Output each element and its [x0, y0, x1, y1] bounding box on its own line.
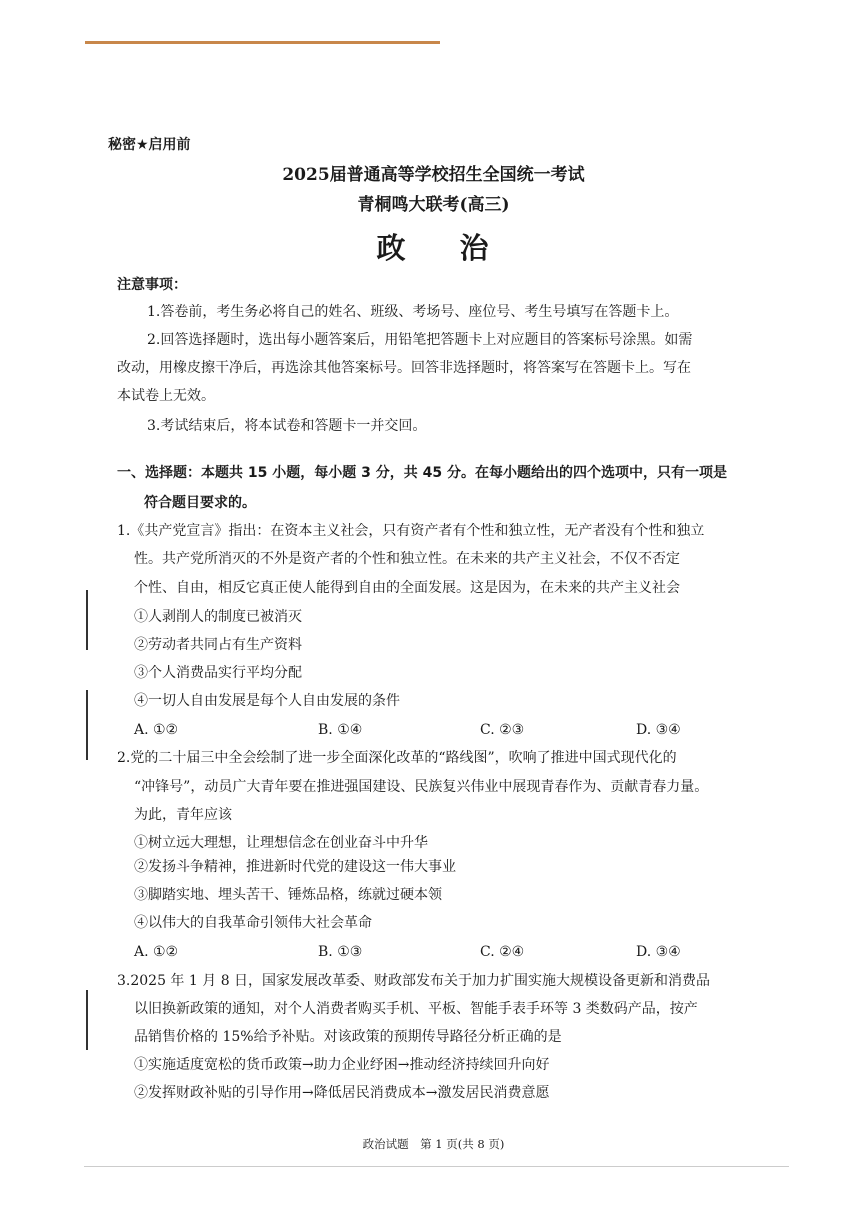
notice-item-1: 1.答卷前，考生务必将自己的姓名、班级、考场号、座位号、考生号填写在答题卡上。 [147, 304, 679, 320]
secret-label: 秘密★启用前 [108, 137, 191, 153]
question-2-option-c: C. ②④ [480, 944, 525, 960]
question-1-option-b: B. ①④ [318, 722, 363, 738]
binding-margin-mark [86, 690, 88, 760]
page-footer: 政治试题 第 1 页(共 8 页) [362, 1137, 505, 1151]
question-1-statement: ④一切人自由发展是每个人自由发展的条件 [134, 693, 400, 709]
section-heading: 一、选择题：本题共 15 小题，每小题 3 分，共 45 分。在每小题给出的四个选项中，只有一项是 [117, 465, 727, 481]
question-2-stem: “冲锋号”，动员广大青年要在推进强国建设、民族复兴伟业中展现青春作为、贡献青春力量。 [134, 779, 709, 795]
question-2-stem: 2.党的二十届三中全会绘制了进一步全面深化改革的“路线图”，吹响了推进中国式现代化的 [117, 750, 677, 766]
question-1-option-c: C. ②③ [480, 722, 525, 738]
binding-margin-mark [86, 990, 88, 1050]
question-2-statement: ③脚踏实地、埋头苦干、锤炼品格，练就过硬本领 [134, 887, 442, 903]
question-3-stem: 以旧换新政策的通知，对个人消费者购买手机、平板、智能手表手环等 3 类数码产品，按产 [134, 1001, 698, 1017]
question-2-stem: 为此，青年应该 [134, 807, 232, 823]
question-1-statement: ②劳动者共同占有生产资料 [134, 637, 302, 653]
top-binding-strip [85, 41, 440, 44]
question-1-stem: 1.《共产党宣言》指出：在资本主义社会，只有资产者有个性和独立性，无产者没有个性和独立 [117, 523, 705, 539]
page-bottom-rule [84, 1166, 789, 1167]
binding-margin-mark [86, 590, 88, 650]
exam-subtitle: 青桐鸣大联考(高三) [357, 195, 510, 215]
question-2-statement: ①树立远大理想，让理想信念在创业奋斗中升华 [134, 835, 428, 851]
notice-item-2: 2.回答选择题时，选出每小题答案后，用铅笔把答题卡上对应题目的答案标号涂黑。如需 [147, 332, 693, 348]
question-1-stem: 个性、自由，相反它真正使人能得到自由的全面发展。这是因为，在未来的共产主义社会 [134, 580, 680, 596]
question-2-option-d: D. ③④ [636, 944, 681, 960]
question-1-option-a: A. ①② [134, 722, 179, 738]
exam-title: 2025届普通高等学校招生全国统一考试 [282, 165, 585, 185]
question-2-statement: ②发扬斗争精神，推进新时代党的建设这一伟大事业 [134, 859, 456, 875]
question-1-statement: ③个人消费品实行平均分配 [134, 665, 302, 681]
question-2-statement: ④以伟大的自我革命引领伟大社会革命 [134, 915, 372, 931]
question-3-statement: ②发挥财政补贴的引导作用→降低居民消费成本→激发居民消费意愿 [134, 1085, 550, 1101]
question-2-option-b: B. ①③ [318, 944, 363, 960]
question-3-stem: 3.2025 年 1 月 8 日，国家发展改革委、财政部发布关于加力扩围实施大规模设备更新和消费品 [117, 973, 711, 989]
question-1-statement: ①人剥削人的制度已被消灭 [134, 609, 302, 625]
notice-item-2-cont: 改动，用橡皮擦干净后，再选涂其他答案标号。回答非选择题时，将答案写在答题卡上。写在 [117, 360, 691, 376]
notice-item-2-cont: 本试卷上无效。 [117, 388, 215, 404]
question-3-stem: 品销售价格的 15%给予补贴。对该政策的预期传导路径分析正确的是 [134, 1029, 562, 1045]
question-1-option-d: D. ③④ [636, 722, 681, 738]
subject-title: 政 治 [376, 231, 511, 265]
notice-heading: 注意事项： [117, 277, 187, 293]
question-1-stem: 性。共产党所消灭的不外是资产者的个性和独立性。在未来的共产主义社会，不仅不否定 [134, 551, 680, 567]
question-3-statement: ①实施适度宽松的货币政策→助力企业纾困→推动经济持续回升向好 [134, 1057, 550, 1073]
section-heading-cont: 符合题目要求的。 [144, 495, 256, 511]
question-2-option-a: A. ①② [134, 944, 179, 960]
notice-item-3: 3.考试结束后，将本试卷和答题卡一并交回。 [147, 418, 427, 434]
